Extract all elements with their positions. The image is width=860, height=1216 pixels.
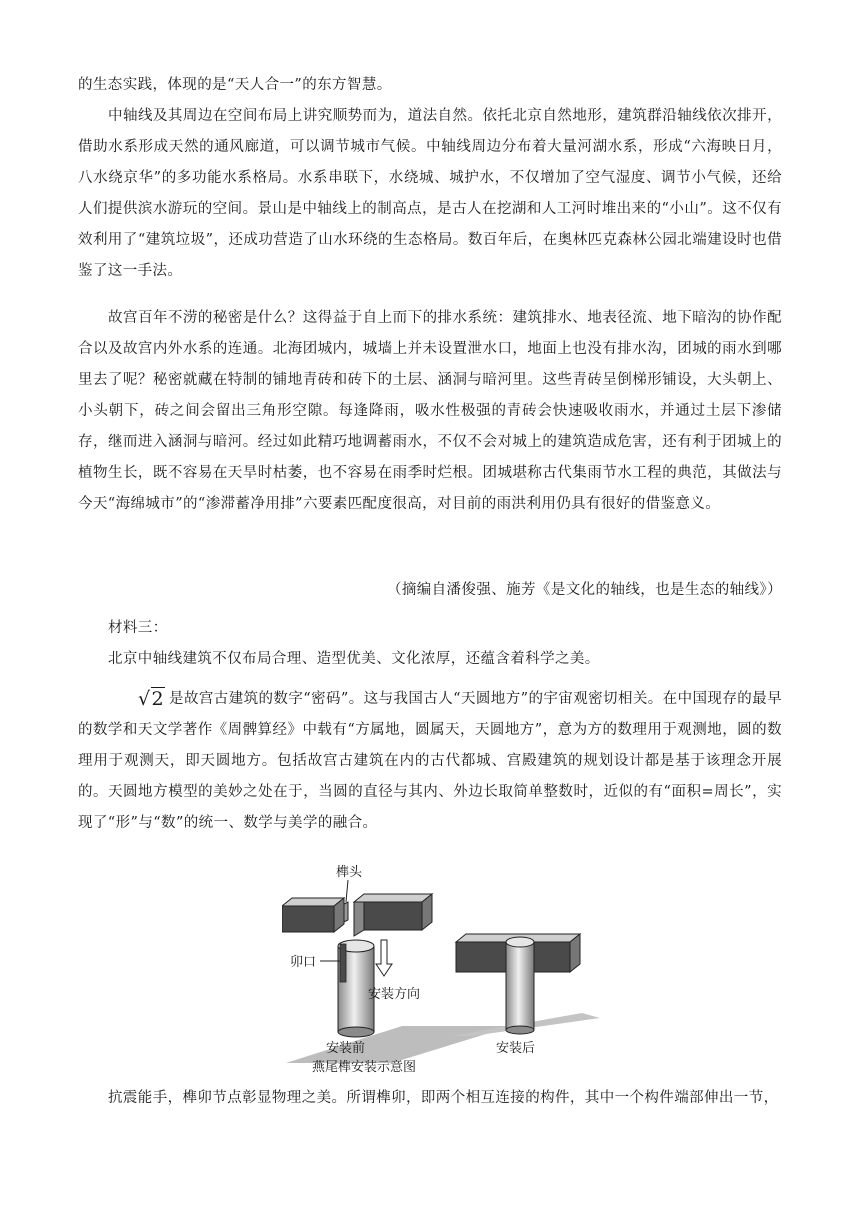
material-three-heading: 材料三： [108, 620, 168, 636]
right-beam-front [364, 902, 422, 930]
right-beam-top [354, 894, 432, 902]
label-tenon: 榫头 [336, 864, 363, 879]
label-after: 安装后 [496, 1040, 536, 1055]
label-direction: 安装方向 [368, 986, 421, 1001]
sqrt-symbol: √2 [138, 688, 165, 710]
paragraph-science-beauty: 北京中轴线建筑不仅布局合理、造型优美、文化浓厚，还蕴含着科学之美。 [108, 651, 600, 667]
mortise-slot [340, 944, 346, 982]
install-direction-arrow [376, 940, 392, 976]
figure-caption: 燕尾榫安装示意图 [312, 1059, 417, 1074]
tenon-pointer [346, 880, 348, 902]
column-after [506, 942, 534, 1030]
label-before: 安装前 [326, 1040, 366, 1055]
sqrt-radicand: 2 [151, 688, 165, 710]
column-before-base [338, 1027, 374, 1037]
left-beam-front [282, 906, 334, 932]
dovetail-diagram [282, 858, 602, 1078]
label-mortise: 卯口 [290, 954, 317, 969]
paragraph-continuation: 的生态实践，体现的是“天人合一”的东方智慧。 [78, 77, 392, 93]
paragraph-sqrt2-text: 是故宫古建筑的数字“密码”。这与我国古人“天圆地方”的宇宙观密切相关。在中国现存的最早的数学和天文学著作《周髀算经》中载有“方属地，圆属天，天圆地方”，意为方的数理用于观测地，圆的数理用于观测天，即天圆地方。包括故宫古建筑在内的古代都城、宫殿建筑的规划设计都是基于该理念开展的。天圆地方模型的美妙之处在于，当圆的直径与其内、外边长取简单整数时，近似的有“面积=周长”，实现了“形”与“数”的统一、数学与美学的融合。 [78, 691, 782, 831]
paragraph-drainage: 故宫百年不涝的秘密是什么？这得益于自上而下的排水系统：建筑排水、地表径流、地下暗沟的协作配合以及故宫内外水系的连通。北海团城内，城墙上并未设置泄水口，地面上也没有排水沟，团城的雨水到哪里去了呢？秘密就藏在特制的铺地青砖和砖下的土层、涵洞与暗河里。这些青砖呈倒梯形铺设，大头朝上、小头朝下，砖之间会留出三角形空隙。每逢降雨，吸水性极强的青砖会快速吸收雨水，并通过土层下渗储存，继而进入涵洞与暗河。经过如此精巧地调蓄雨水，不仅不会对城上的建筑造成危害，还有利于团城上的植物生长，既不容易在天旱时枯萎，也不容易在雨季时烂根。团城堪称古代集雨节水工程的典范，其做法与今天“海绵城市”的“渗滞蓄净用排”六要素匹配度很高，对目前的雨洪利用仍具有很好的借鉴意义。 [78, 310, 782, 512]
column-after-top [506, 937, 534, 947]
right-beam-tenon [354, 902, 364, 936]
dovetail-figure [282, 858, 602, 1078]
paragraph-axis-layout: 中轴线及其周边在空间布局上讲究顺势而为，道法自然。依托北京自然地形，建筑群沿轴线依次排开，借助水系形成天然的通风廊道，可以调节城市气候。中轴线周边分布着大量河湖水系，形成“六海映日月，八水绕京华”的多功能水系格局。水系串联下，水绕城、城护水，不仅增加了空气湿度、调节小气候，还给人们提供滨水游玩的空间。景山是中轴线上的制高点，是古人在挖湖和人工河时堆出来的“小山”。这不仅有效利用了“建筑垃圾”，还成功营造了山水环绕的生态格局。数百年后，在奥林匹克森林公园北端建设时也借鉴了这一手法。 [78, 108, 782, 279]
paragraph-sqrt2 [78, 684, 782, 839]
paragraph-mortise-tenon: 抗震能手，榫卯节点彰显物理之美。所谓榫卯，即两个相互连接的构件，其中一个构件端部伸出一节， [108, 1090, 779, 1106]
source-citation: （摘编自潘俊强、施芳《是文化的轴线，也是生态的轴线》） [386, 582, 782, 598]
column-after-base [506, 1026, 534, 1034]
tenon-piece [344, 902, 348, 922]
